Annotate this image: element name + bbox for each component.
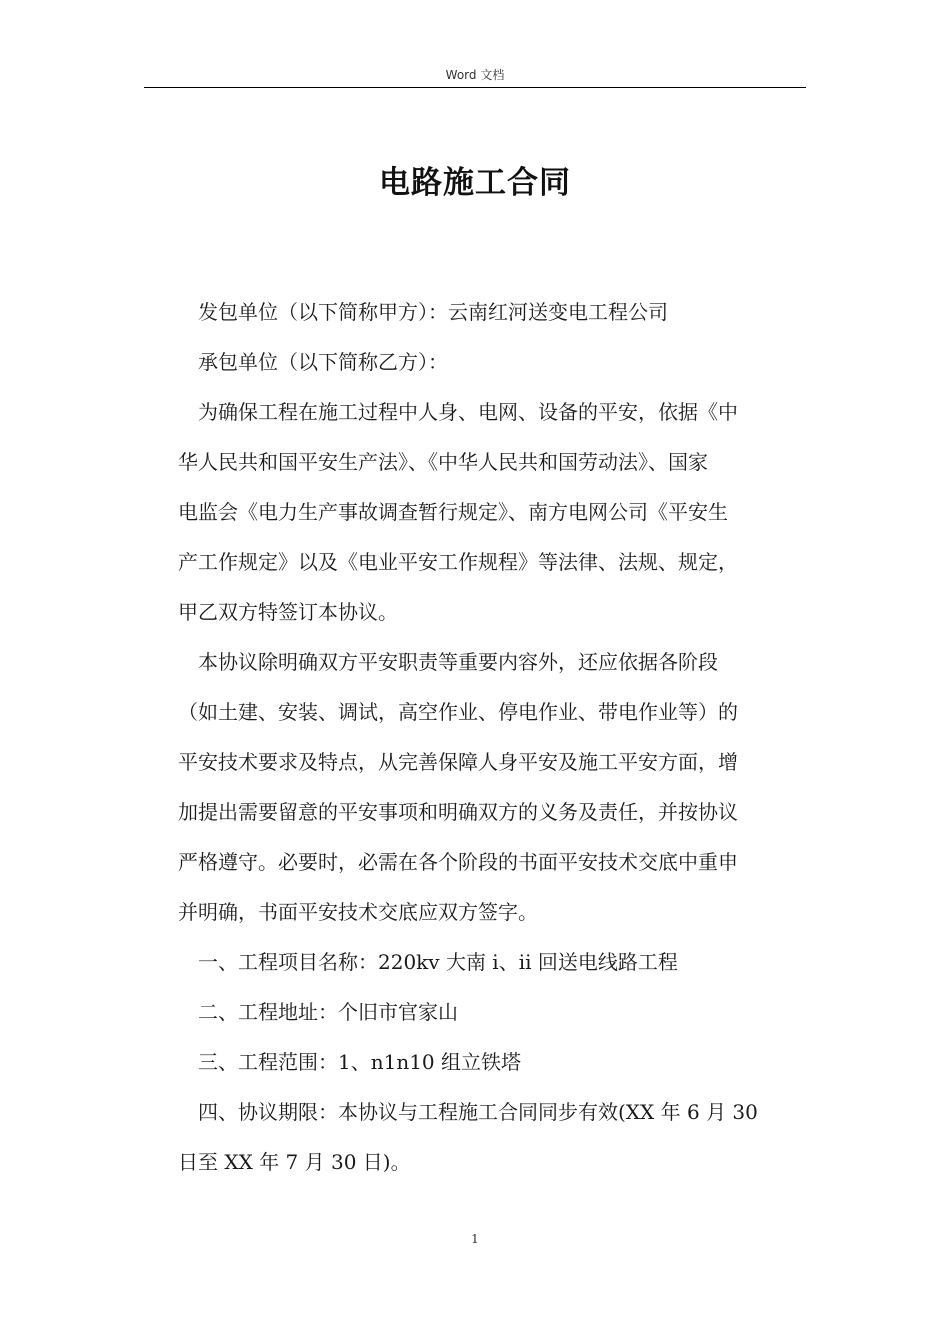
body-line: 华人民共和国平安生产法》、《中华人民共和国劳动法》、国家 — [178, 450, 708, 474]
header-divider — [144, 87, 806, 88]
body-line: 承包单位（以下简称乙方）： — [198, 350, 448, 374]
body-line: 平安技术要求及特点，从完善保障人身平安及施工平安方面，增 — [178, 750, 738, 774]
body-line: 三、工程范围：1、n1n10 组立铁塔 — [198, 1050, 522, 1074]
body-line: 甲乙双方特签订本协议。 — [178, 600, 398, 624]
document-body — [178, 287, 802, 1187]
body-line: 电监会《电力生产事故调查暂行规定》、南方电网公司《平安生 — [178, 500, 728, 524]
body-line: 产工作规定》以及《电业平安工作规程》等法律、法规、规定， — [178, 550, 738, 574]
header-text: Word 文档 — [445, 68, 505, 82]
body-line: 本协议除明确双方平安职责等重要内容外，还应依据各阶段 — [198, 650, 718, 674]
body-line: 严格遵守。必要时，必需在各个阶段的书面平安技术交底中重申 — [178, 850, 738, 874]
body-line: 为确保工程在施工过程中人身、电网、设备的平安，依据《中 — [198, 400, 738, 424]
document-title: 电路施工合同 — [379, 165, 571, 201]
body-line: （如土建、安装、调试，高空作业、停电作业、带电作业等）的 — [178, 700, 738, 724]
page-number: 1 — [471, 1232, 479, 1246]
body-line: 加提出需要留意的平安事项和明确双方的义务及责任，并按协议 — [178, 800, 738, 824]
body-line: 二、工程地址：个旧市官家山 — [198, 1000, 458, 1024]
body-line: 发包单位（以下简称甲方）：云南红河送变电工程公司 — [198, 300, 668, 324]
body-line: 四、协议期限：本协议与工程施工合同同步有效(XX 年 6 月 30 — [198, 1100, 758, 1124]
body-line: 一、工程项目名称：220kv 大南 i、ii 回送电线路工程 — [198, 950, 678, 974]
body-line: 并明确，书面平安技术交底应双方签字。 — [178, 900, 538, 924]
body-line: 日至 XX 年 7 月 30 日)。 — [178, 1150, 411, 1174]
